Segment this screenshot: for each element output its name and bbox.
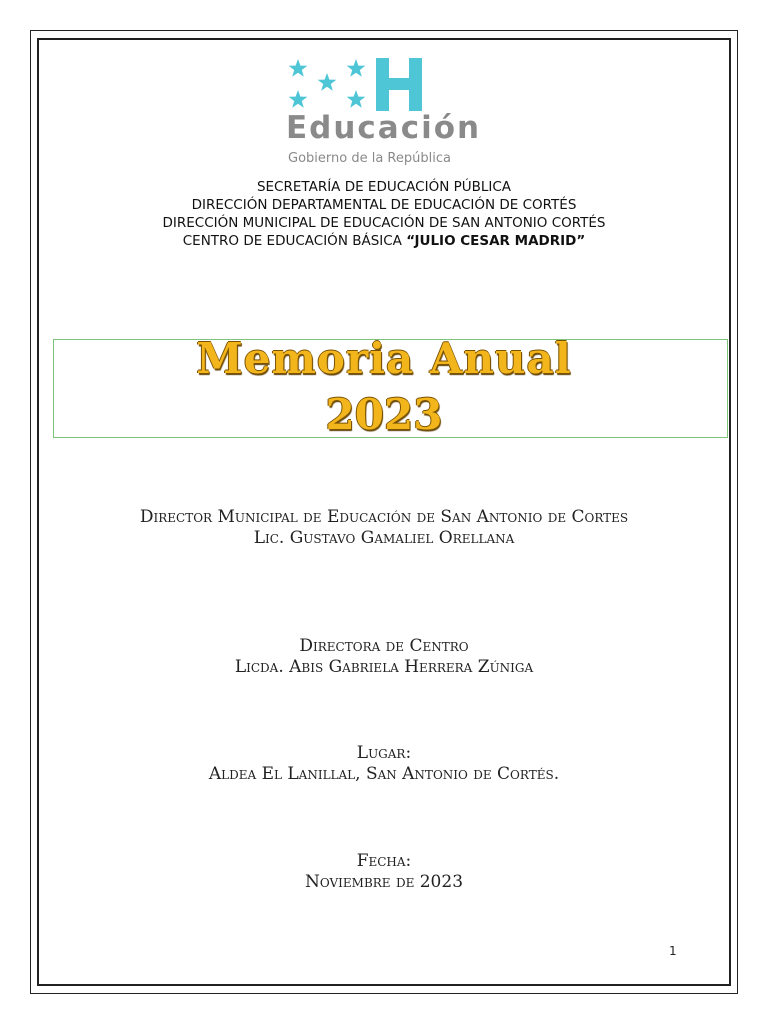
star-icon	[347, 90, 366, 108]
page-number: 1	[669, 944, 677, 958]
star-icon	[289, 90, 308, 108]
directora-centro-name: Licda. Abis Gabriela Herrera Zúniga	[234, 657, 534, 677]
document-year: 2023	[325, 390, 443, 439]
lugar-label: Lugar:	[356, 743, 412, 763]
fecha-block	[0, 851, 768, 893]
star-icon-group	[289, 59, 366, 108]
lugar-block	[0, 743, 768, 785]
director-municipal-block	[0, 507, 768, 549]
institution-header	[0, 178, 768, 250]
directora-centro-block	[0, 636, 768, 678]
header-line-4	[0, 232, 768, 250]
director-municipal-role: Director Municipal de Educación de San Antonio de Cortes	[139, 507, 629, 527]
star-icon	[318, 73, 337, 91]
logo-wordmark: Educación	[286, 110, 482, 146]
director-municipal-name: Lic. Gustavo Gamaliel Orellana	[253, 528, 515, 548]
header-line-2: DIRECCIÓN DEPARTAMENTAL DE EDUCACIÓN DE CORTÉS	[191, 197, 577, 213]
logo-subtitle: Gobierno de la República	[288, 151, 451, 166]
star-icon	[347, 59, 366, 77]
star-icon	[289, 59, 308, 77]
lugar-value: Aldea El Lanillal, San Antonio de Cortés.	[208, 764, 560, 784]
document-title: Memoria Anual	[196, 334, 572, 383]
header-line-3: DIRECCIÓN MUNICIPAL DE EDUCACIÓN DE SAN ANTONIO CORTÉS	[162, 215, 606, 231]
header-line-1: SECRETARÍA DE EDUCACIÓN PÚBLICA	[256, 179, 512, 195]
fecha-label: Fecha:	[356, 851, 412, 871]
h-letter-icon	[376, 58, 422, 111]
fecha-value: Noviembre de 2023	[304, 872, 464, 892]
school-name: “JULIO CESAR MADRID”	[406, 233, 586, 249]
header-line-4-prefix: CENTRO DE EDUCACIÓN BÁSICA	[182, 233, 407, 249]
directora-centro-role: Directora de Centro	[299, 636, 469, 656]
